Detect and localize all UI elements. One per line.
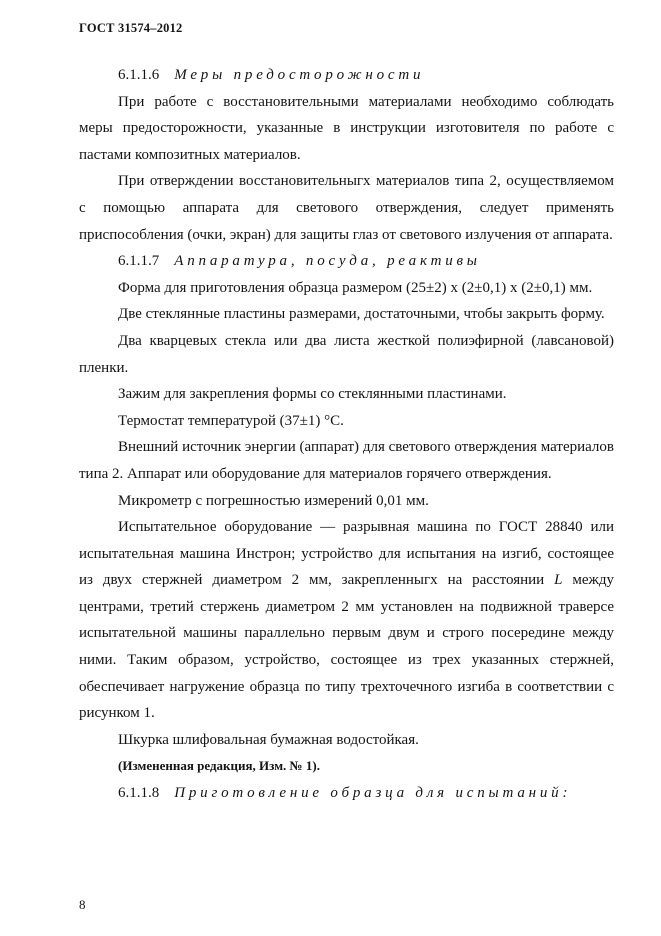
- list-item: Шкурка шлифовальная бумажная водостойкая.: [118, 731, 419, 748]
- list-item: Два кварцевых стекла или два листа жесткой полиэфирной (лавсановой) пленки.: [79, 332, 614, 376]
- section-number: 6.1.1.6: [118, 67, 160, 83]
- section-6-1-1-8-heading: [79, 780, 614, 807]
- paragraph: При отверждении восстановительныгх материалов типа 2, осуществляемом с помощью аппарата для светового отверждения, следует применять приспособления (очки, экран) для защиты глаз от светового излучения от аппарата.: [79, 173, 614, 243]
- distance-symbol: L: [554, 572, 563, 589]
- paragraph: При работе с восстановительными материалами необходимо соблюдать меры предосторожности, указанные в инструкции изготовителя по работе с пастами композитных материалов.: [79, 93, 614, 163]
- section-number: 6.1.1.7: [118, 253, 160, 270]
- equipment-text-part2: между центрами, третий стержень диаметром 2 мм установлен на подвижной траверсе испытательной машины параллельно первым двум и строго посередине между ними. Таким образом, устройство, состоящее из трех указанных стержней, обеспечивает нагружение образца по типу трехточечного изгиба в соответствии с рисунком 1.: [79, 572, 614, 722]
- list-item-equipment: [79, 514, 614, 727]
- section-6-1-1-7-heading: [79, 248, 614, 275]
- section-6-1-1-6-heading: [79, 62, 614, 89]
- section-number: 6.1.1.8: [118, 785, 160, 802]
- amendment-note: (Измененная редакция, Изм. № 1).: [118, 758, 320, 774]
- section-title: Приготовление образца для испытаний:: [174, 785, 572, 802]
- equipment-text-part1: Испытательное оборудование — разрывная машина по ГОСТ 28840 или испытательная машина Инстрон; устройство для испытания на изгиб, состоящее из двух стержней диаметром 2 мм, закрепленныгх на расстоянии: [79, 519, 614, 589]
- list-item: Форма для приготовления образца размером (25±2) х (2±0,1) х (2±0,1) мм.: [118, 279, 593, 296]
- page-body: [79, 62, 614, 807]
- section-title: Меры предосторожности: [174, 67, 425, 83]
- page-number: 8: [79, 897, 86, 912]
- section-title: Аппаратура, посуда, реактивы: [174, 253, 481, 270]
- list-item: Зажим для закрепления формы со стеклянными пластинами.: [118, 386, 507, 403]
- list-item: Внешний источник энергии (аппарат) для светового отверждения материалов типа 2. Аппарат или оборудование для материалов горячего отверждения.: [79, 439, 614, 482]
- list-item: Две стеклянные пластины размерами, достаточными, чтобы закрыть форму.: [118, 306, 605, 323]
- list-item: Микрометр с погрешностью измерений 0,01 мм.: [118, 492, 429, 509]
- list-item: Термостат температурой (37±1) °С.: [118, 412, 344, 429]
- running-header: ГОСТ 31574–2012: [79, 21, 183, 35]
